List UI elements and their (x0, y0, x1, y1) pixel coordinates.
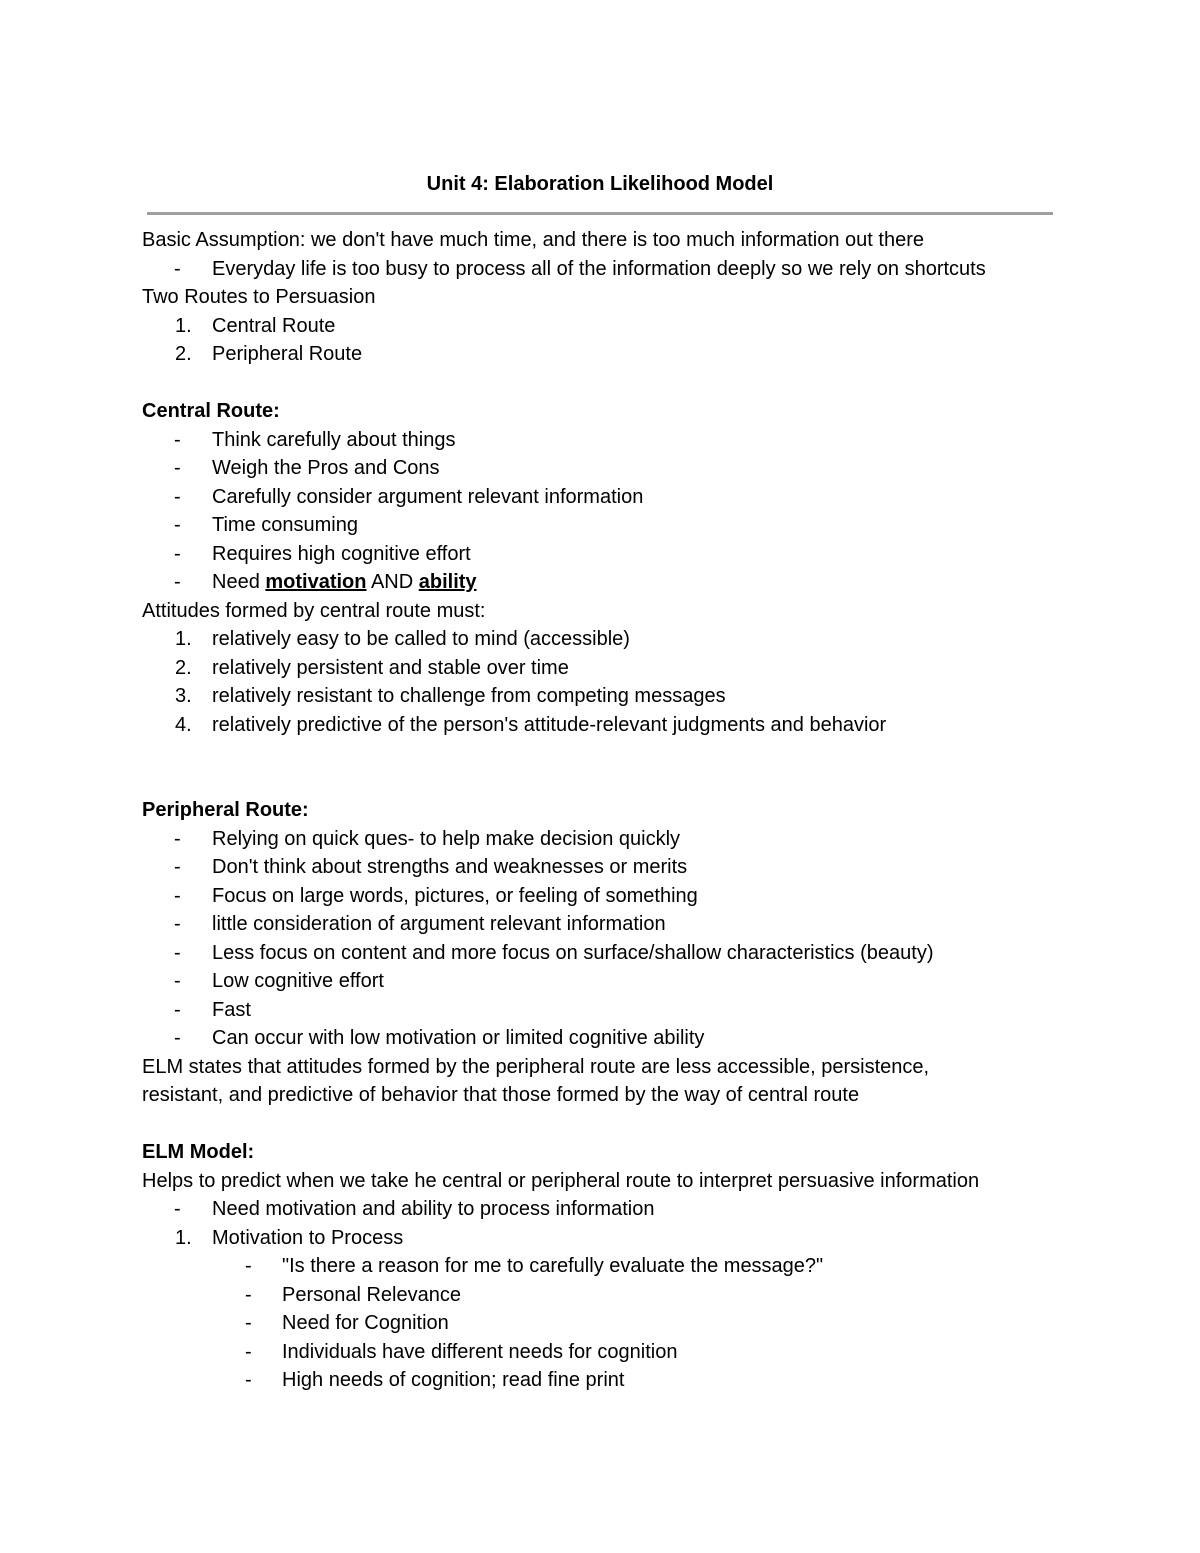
list-item-text: Carefully consider argument relevant information (212, 485, 644, 508)
sub-list-item (142, 1281, 1082, 1310)
list-item (142, 853, 1082, 882)
list-item-text: Can occur with low motivation or limited cognitive ability (212, 1027, 705, 1049)
number-marker: 1. (175, 628, 192, 650)
spacer (142, 369, 1082, 398)
list-item-text: Low cognitive effort (212, 970, 384, 992)
list-item (142, 910, 1082, 939)
central-route-heading: Central Route: (142, 400, 280, 422)
dash-marker: - (245, 1340, 252, 1363)
routes-heading: Two Routes to Persuasion (142, 286, 376, 308)
list-item-text: relatively persistent and stable over time (212, 656, 569, 679)
list-item-need (142, 568, 1082, 597)
spacer (142, 739, 1082, 768)
list-item (142, 967, 1082, 996)
basic-assumption: Basic Assumption: we don't have much time, and there is too much information out there (142, 229, 925, 251)
list-item (142, 255, 1082, 284)
list-item-text: Central Route (212, 314, 336, 337)
list-item (142, 454, 1082, 483)
number-marker: 2. (175, 343, 192, 365)
list-item-text: "Is there a reason for me to carefully evaluate the message?" (282, 1255, 824, 1277)
document-body (142, 226, 1082, 1395)
number-marker: 4. (175, 713, 192, 736)
list-item-text: Individuals have different needs for cognition (282, 1340, 678, 1363)
dash-marker: - (174, 941, 181, 964)
dash-marker: - (174, 913, 181, 935)
list-item (142, 483, 1082, 512)
list-item-text: Relying on quick ques- to help make decision quickly (212, 827, 681, 850)
list-item-text: relatively resistant to challenge from competing messages (212, 685, 726, 707)
elm-model-heading: ELM Model: (142, 1141, 255, 1163)
list-item-text: Need for Cognition (282, 1312, 449, 1334)
dash-marker: - (174, 884, 181, 907)
spacer (142, 1110, 1082, 1139)
dash-marker: - (174, 1027, 181, 1049)
list-item-text: Fast (212, 998, 251, 1021)
list-item (142, 1224, 1082, 1253)
list-item (142, 312, 1082, 341)
list-item-text: Focus on large words, pictures, or feeling of something (212, 884, 698, 907)
dash-marker: - (245, 1255, 252, 1277)
list-item-text: Think carefully about things (212, 428, 456, 451)
number-marker: 2. (175, 656, 192, 679)
list-item-text: High needs of cognition; read fine print (282, 1369, 625, 1391)
list-item-text: Need motivation and ability to process information (212, 1198, 655, 1220)
list-item (142, 825, 1082, 854)
sub-list-item (142, 1366, 1082, 1395)
dash-marker: - (174, 998, 181, 1021)
dash-marker: - (174, 970, 181, 992)
peripheral-route-heading: Peripheral Route: (142, 799, 309, 821)
list-item (142, 996, 1082, 1025)
list-item (142, 540, 1082, 569)
dash-marker: - (174, 856, 181, 878)
need-and: AND (366, 571, 419, 593)
list-item-text: Motivation to Process (212, 1226, 404, 1249)
dash-marker: - (174, 457, 181, 479)
list-item (142, 625, 1082, 654)
title-divider (147, 212, 1053, 215)
sub-list-item (142, 1252, 1082, 1281)
dash-marker: - (174, 827, 181, 850)
peripheral-summary-line-2: resistant, and predictive of behavior that those formed by the way of central route (142, 1084, 860, 1106)
list-item (142, 1024, 1082, 1053)
number-marker: 1. (175, 314, 192, 337)
list-item (142, 654, 1082, 683)
dash-marker: - (174, 542, 181, 565)
list-item-text: relatively easy to be called to mind (accessible) (212, 628, 630, 650)
list-item (142, 511, 1082, 540)
list-item-text: relatively predictive of the person's attitude-relevant judgments and behavior (212, 713, 887, 736)
attitudes-heading: Attitudes formed by central route must: (142, 599, 486, 622)
list-item-text: Personal Relevance (282, 1283, 461, 1306)
list-item-text: Requires high cognitive effort (212, 542, 471, 565)
list-item-text: Everyday life is too busy to process all of the information deeply so we rely on shortcuts (212, 257, 986, 280)
list-item (142, 340, 1082, 369)
dash-marker: - (245, 1283, 252, 1306)
list-item-text: Less focus on content and more focus on surface/shallow characteristics (beauty) (212, 941, 934, 964)
spacer (142, 768, 1082, 797)
dash-marker: - (174, 257, 181, 280)
list-item (142, 426, 1082, 455)
list-item (142, 1195, 1082, 1224)
ability-emphasis: ability (418, 571, 477, 593)
list-item (142, 882, 1082, 911)
dash-marker: - (174, 428, 181, 451)
number-marker: 1. (175, 1226, 192, 1249)
list-item-text: Weigh the Pros and Cons (212, 457, 440, 479)
dash-marker: - (174, 485, 181, 508)
dash-marker: - (174, 571, 181, 593)
list-item (142, 682, 1082, 711)
sub-list-item (142, 1309, 1082, 1338)
list-item (142, 711, 1082, 740)
number-marker: 3. (175, 685, 192, 707)
dash-marker: - (245, 1369, 252, 1391)
motivation-emphasis: motivation (265, 571, 367, 593)
page-title: Unit 4: Elaboration Likelihood Model (426, 173, 774, 195)
need-prefix: Need (212, 571, 266, 593)
dash-marker: - (174, 1198, 181, 1220)
sub-list-item (142, 1338, 1082, 1367)
list-item-text: Don't think about strengths and weaknesses or merits (212, 856, 688, 878)
list-item (142, 939, 1082, 968)
dash-marker: - (245, 1312, 252, 1334)
elm-description: Helps to predict when we take he central or peripheral route to interpret persuasive information (142, 1169, 980, 1192)
list-item-text: little consideration of argument relevant information (212, 913, 666, 935)
list-item-text: Time consuming (212, 514, 358, 536)
peripheral-summary-line-1: ELM states that attitudes formed by the peripheral route are less accessible, persistence, (142, 1055, 930, 1078)
dash-marker: - (174, 514, 181, 536)
list-item-text: Peripheral Route (212, 343, 363, 365)
